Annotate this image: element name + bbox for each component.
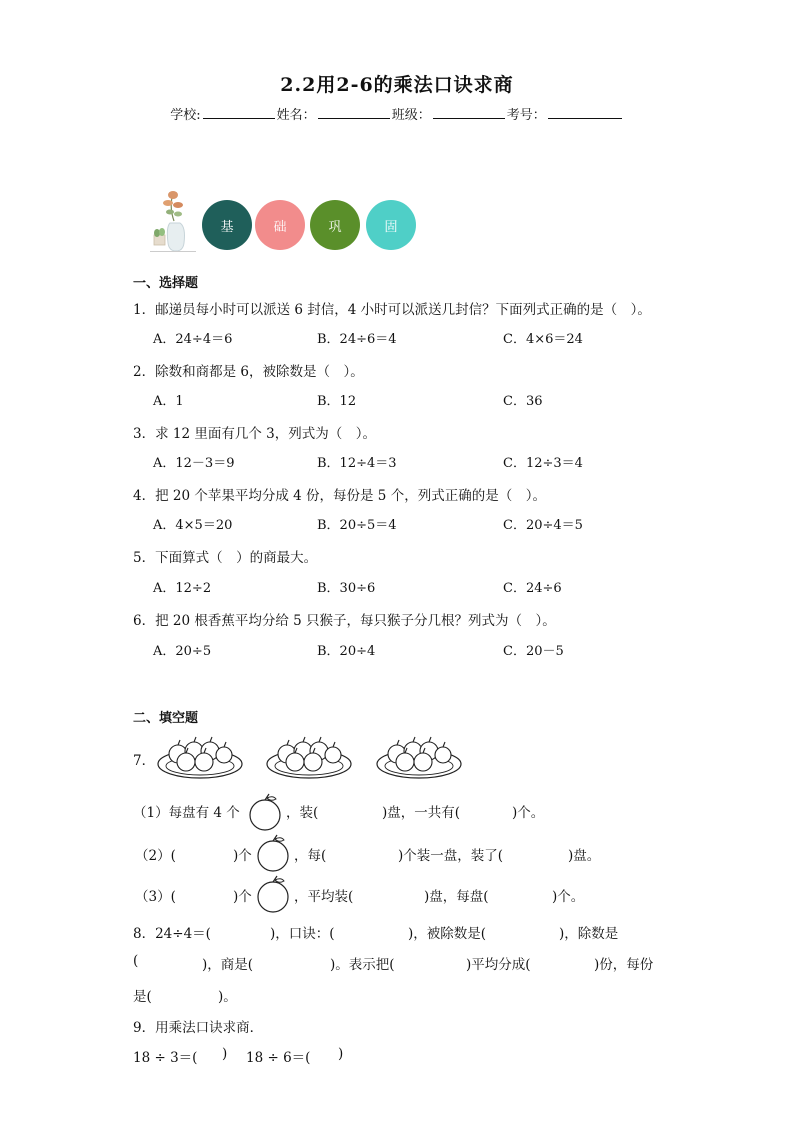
q8-line3-a: 是( (133, 989, 152, 1005)
q9-blank1[interactable] (196, 1045, 222, 1061)
class-label: 班级： (391, 108, 431, 123)
name-label: 姓名： (276, 108, 316, 123)
q7-part3-blank3[interactable] (494, 884, 552, 900)
q8-blank1[interactable] (212, 921, 270, 937)
q8-line3-b: )。 (218, 989, 237, 1005)
apple-icon (246, 792, 286, 832)
q7-part3-e: )个。 (552, 889, 585, 905)
q7-number: 7． (133, 753, 156, 769)
q3-option-b[interactable]: B．12÷4＝3 (317, 456, 397, 471)
q7-part1-blank2[interactable] (460, 800, 512, 816)
q7-part3-b: )个 (233, 889, 252, 905)
q8-line1-d: )，除数是 (559, 926, 619, 942)
q7-part1-blank1[interactable] (326, 800, 382, 816)
question-2: 2．除数和商都是 6，被除数是（ ）。 (133, 364, 364, 380)
q8-blank4[interactable] (144, 952, 202, 968)
school-blank[interactable] (203, 106, 275, 119)
q9-blank2[interactable] (310, 1045, 338, 1061)
q2-option-c[interactable]: C．36 (503, 394, 543, 409)
q7-part2-blank2[interactable] (336, 843, 398, 859)
q8-blank3[interactable] (495, 921, 559, 937)
number-blank[interactable] (548, 106, 622, 119)
q9-expr1: 18 ÷ 3＝( (133, 1050, 198, 1066)
apple-icon (254, 874, 294, 914)
section-fill-title: 二、填空题 (133, 711, 199, 726)
q7-part2-blank3[interactable] (508, 843, 568, 859)
number-label: 考号： (506, 108, 546, 123)
q1-option-a[interactable]: A．24÷4＝6 (153, 332, 233, 347)
apple-plate-icon (156, 734, 244, 782)
q7-part2-c: ，每( (294, 848, 327, 864)
school-label: 学校: (170, 108, 201, 123)
q8-line2-a: ( (133, 953, 139, 969)
q3-option-c[interactable]: C．12÷3＝4 (503, 456, 583, 471)
q7-part2-b: )个 (233, 848, 252, 864)
q7-part2-blank1[interactable] (175, 843, 233, 859)
q7-part2-e: )盘。 (568, 848, 601, 864)
q7-part3-c: ，平均装( (294, 889, 354, 905)
q7-part2-a: （2）( (135, 848, 176, 864)
q9-expr2-close: ) (338, 1046, 344, 1062)
q8-blank6[interactable] (406, 952, 466, 968)
question-4: 4．把 20 个苹果平均分成 4 份，每份是 5 个，列式正确的是（ ）。 (133, 488, 546, 504)
q8-line2-d: )平均分成( (466, 957, 531, 973)
student-info-line (0, 104, 794, 123)
apple-plate-icon (375, 734, 463, 782)
q4-option-a[interactable]: A．4×5＝20 (153, 518, 233, 533)
q9-expr1-close: ) (222, 1046, 228, 1062)
badge-gong: 巩 (310, 200, 360, 250)
q1-option-b[interactable]: B．24÷6＝4 (317, 332, 397, 347)
apple-icon (254, 833, 294, 873)
q7-part1-c: )盘，一共有( (382, 805, 461, 821)
q7-part3-a: （3）( (135, 889, 176, 905)
q2-option-b[interactable]: B．12 (317, 394, 357, 409)
q1-option-c[interactable]: C．4×6＝24 (503, 332, 583, 347)
badge-gu: 固 (366, 200, 416, 250)
q8-blank8[interactable] (160, 984, 218, 1000)
q6-option-a[interactable]: A．20÷5 (153, 644, 212, 659)
section-choice-title: 一、选择题 (133, 276, 199, 291)
q8-line2-c: )。表示把( (330, 957, 395, 973)
class-blank[interactable] (433, 106, 505, 119)
q7-part1-b: ，装( (286, 805, 319, 821)
question-6: 6．把 20 根香蕉平均分给 5 只猴子，每只猴子分几根？列式为（ ）。 (133, 613, 556, 629)
q3-option-a[interactable]: A．12－3＝9 (153, 456, 235, 471)
q7-part3-d: )盘，每盘( (424, 889, 489, 905)
q5-option-c[interactable]: C．24÷6 (503, 581, 562, 596)
q5-option-a[interactable]: A．12÷2 (153, 581, 212, 596)
q4-option-c[interactable]: C．20÷4＝5 (503, 518, 583, 533)
q8-blank2[interactable] (344, 921, 408, 937)
question-3: 3．求 12 里面有几个 3，列式为（ ）。 (133, 426, 376, 442)
q8-line1-c: )，被除数是( (408, 926, 487, 942)
q8-line2-e: )份，每份 (594, 957, 654, 973)
q8-blank5[interactable] (268, 952, 330, 968)
q9-expr2: 18 ÷ 6＝( (246, 1050, 311, 1066)
q7-part3-blank2[interactable] (362, 884, 424, 900)
q2-option-a[interactable]: A．1 (153, 394, 184, 409)
q5-option-b[interactable]: B．30÷6 (317, 581, 376, 596)
apple-plate-icon (265, 734, 353, 782)
q6-option-b[interactable]: B．20÷4 (317, 644, 376, 659)
question-1: 1．邮递员每小时可以派送 6 封信，4 小时可以派送几封信？下面列式正确的是（ ）。 (133, 302, 651, 318)
q8-line2-b: )，商是( (202, 957, 254, 973)
q8-line1-a: 8．24÷4＝( (133, 926, 211, 942)
badge-chu: 础 (255, 200, 305, 250)
vase-decoration-icon (150, 187, 196, 255)
q7-part1-a: （1）每盘有 4 个 (133, 805, 240, 821)
name-blank[interactable] (318, 106, 390, 119)
q7-part1-d: )个。 (512, 805, 545, 821)
q7-part3-blank1[interactable] (175, 884, 233, 900)
q7-part2-d: )个装一盘，装了( (398, 848, 504, 864)
question-5: 5．下面算式（ ）的商最大。 (133, 550, 318, 566)
badge-ji: 基 (202, 200, 252, 250)
q6-option-c[interactable]: C．20－5 (503, 644, 564, 659)
page-title: 2.2用2-6的乘法口诀求商 (280, 74, 514, 96)
q8-line1-b: )，口诀：( (270, 926, 335, 942)
q4-option-b[interactable]: B．20÷5＝4 (317, 518, 397, 533)
question-9: 9．用乘法口诀求商． (133, 1020, 264, 1036)
q8-blank7[interactable] (536, 952, 594, 968)
